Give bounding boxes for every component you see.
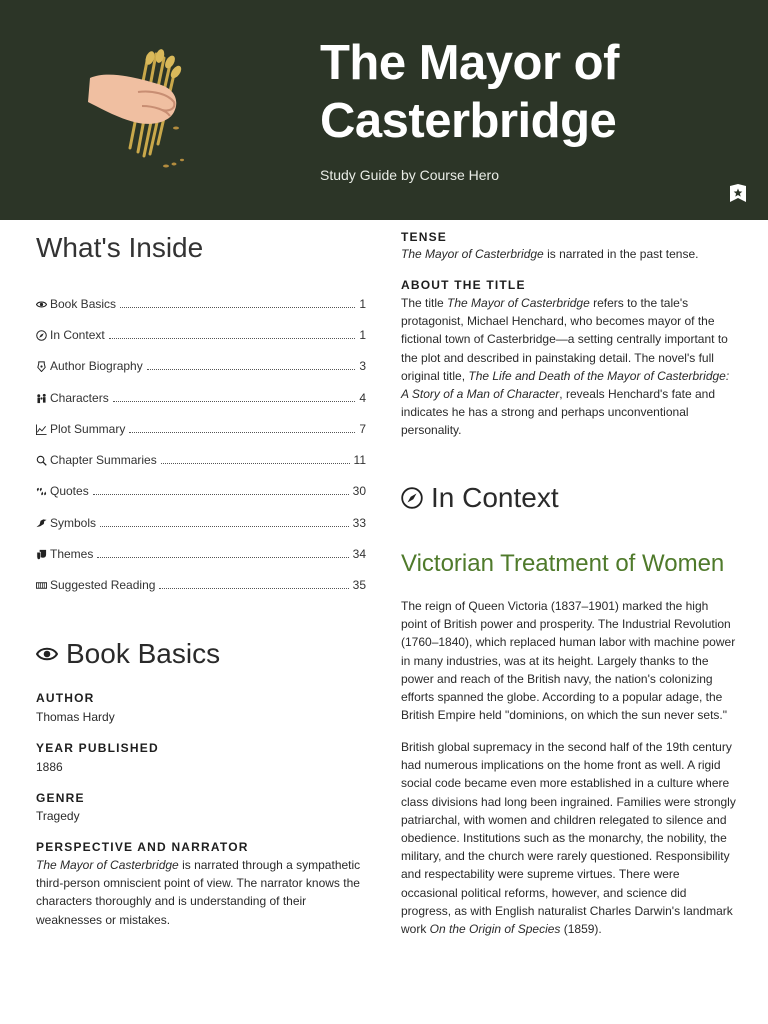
toc-label: Author Biography	[50, 359, 143, 373]
toc-label: Characters	[50, 391, 109, 405]
toc-label: Chapter Summaries	[50, 453, 157, 467]
bird-icon	[36, 517, 49, 530]
year-published-value: 1886	[36, 760, 63, 774]
author-label: AUTHOR	[36, 691, 95, 705]
perspective-book-title: The Mayor of Casterbridge	[36, 858, 179, 872]
toc-item-in-context[interactable]	[36, 325, 366, 345]
tense-book-title: The Mayor of Casterbridge	[401, 247, 544, 261]
about-book-title: The Mayor of Casterbridge	[447, 296, 590, 310]
in-context-heading	[401, 482, 559, 514]
toc-leader	[159, 588, 348, 589]
toc-label: Plot Summary	[50, 422, 126, 436]
line-chart-icon	[36, 423, 49, 436]
toc-item-themes[interactable]	[36, 544, 366, 564]
toc-leader	[100, 526, 349, 527]
in-context-paragraph-1: The reign of Queen Victoria (1837–1901) marked the high point of British power and prosperity. The Industrial Revolution (1760–1840), which replaced human labor with machine power in many industries, was at its height. Largely thanks to the power and reach of the British navy, the nation's colonizing efforts spanned the globe. According to a popular adage, the British Empire held "dominions, on which the sun never sets."	[401, 599, 736, 723]
in-context-paragraph-2	[401, 738, 737, 938]
compass-icon	[401, 487, 423, 509]
about-text-b: refers to the tale's protagonist, Michael Henchard, who becomes mayor of the fictional town of Casterbridge—a setting centrally important to the plot and described in painstaking detail. The novel's full original title,	[401, 296, 728, 383]
toc-page-number: 11	[353, 453, 366, 467]
toc-leader	[93, 494, 349, 495]
in-context-heading-text: In Context	[431, 482, 559, 513]
about-text-c: , reveals Henchard's fate and indicates he has a strong and perhaps unconventional personality.	[401, 387, 716, 438]
toc-item-plot-summary[interactable]	[36, 419, 366, 439]
quote-icon	[36, 485, 49, 498]
toc-leader	[129, 432, 355, 433]
toc-leader	[120, 307, 355, 308]
toc-label: Suggested Reading	[50, 578, 156, 592]
compass-icon	[36, 329, 49, 342]
toc-item-suggested-reading[interactable]	[36, 575, 366, 595]
toc-leader	[97, 557, 348, 558]
toc-label: Quotes	[50, 484, 89, 498]
author-value: Thomas Hardy	[36, 710, 115, 724]
toc-leader	[113, 401, 356, 402]
toc-leader	[147, 369, 356, 370]
toc-item-quotes[interactable]	[36, 481, 366, 501]
hand-holding-wheat-illustration	[78, 48, 208, 178]
toc-page-number: 33	[352, 516, 366, 530]
toc-leader	[161, 463, 350, 464]
tense-text	[401, 245, 737, 263]
toc-label: Symbols	[50, 516, 97, 530]
study-guide-subtitle: Study Guide by Course Hero	[320, 167, 499, 183]
toc-label: In Context	[50, 328, 105, 342]
toc-page-number: 34	[352, 547, 366, 561]
toc-item-chapter-summaries[interactable]	[36, 450, 366, 470]
para2-text-b: (1859).	[560, 922, 602, 937]
about-full-title: The Life and Death of the Mayor of Casterbridge: A Story of a Man of Character	[401, 368, 730, 402]
toc-item-characters[interactable]	[36, 388, 366, 408]
book-title: The Mayor of Casterbridge	[320, 36, 619, 148]
perspective-body: is narrated through a sympathetic third-person omniscient point of view. The narrator knows the characters thoroughly and is understanding of their weaknesses or mistakes.	[36, 858, 361, 927]
tense-label: TENSE	[401, 230, 448, 244]
year-published-label: YEAR PUBLISHED	[36, 741, 159, 755]
toc-leader	[109, 338, 356, 339]
eye-icon	[36, 298, 49, 311]
perspective-label: PERSPECTIVE AND NARRATOR	[36, 840, 249, 854]
about-text-a: The title	[401, 296, 448, 310]
toc-label: Themes	[50, 547, 94, 561]
people-icon	[36, 392, 49, 405]
toc-label: Book Basics	[50, 297, 117, 311]
cover-header	[0, 0, 768, 220]
toc-heading: What's Inside	[36, 232, 204, 263]
origin-of-species-title: On the Origin of Species	[429, 922, 561, 937]
toc-page-number: 1	[359, 297, 366, 311]
eye-icon	[36, 646, 58, 662]
pen-nib-icon	[36, 360, 49, 373]
about-title-label: ABOUT THE TITLE	[401, 278, 526, 292]
magnifier-icon	[36, 454, 49, 467]
books-icon	[36, 579, 49, 592]
toc-page-number: 30	[352, 484, 366, 498]
toc-item-author-biography[interactable]	[36, 356, 366, 376]
about-title-text	[401, 294, 737, 440]
genre-label: GENRE	[36, 791, 85, 805]
para2-text-a: British global supremacy in the second half of the 19th century had numerous implications on the home front as well. A rigid social code became even more established in a culture where class divisions had long been ingrained. Families were strongly patriarchal, with women and children relegated to silence and obedience. Institutions such as the monarchy, the nobility, the military, and the church were rarely questioned. Responsibility and respectability were supreme virtues. There were occasional political reforms, however, and science did progress, as with English naturalist Charles Darwin's landmark work	[401, 740, 736, 937]
genre-value: Tragedy	[36, 809, 80, 823]
toc-page-number: 7	[359, 422, 366, 436]
course-hero-logo-icon	[728, 183, 748, 203]
victorian-women-subheading: Victorian Treatment of Women	[401, 550, 725, 577]
toc-page-number: 35	[352, 578, 366, 592]
perspective-text	[36, 856, 366, 929]
toc-page-number: 4	[359, 391, 366, 405]
toc-item-book-basics[interactable]	[36, 294, 366, 314]
toc-page-number: 3	[359, 359, 366, 373]
masks-icon	[36, 548, 49, 561]
book-basics-heading	[36, 638, 220, 670]
toc-page-number: 1	[359, 328, 366, 342]
book-basics-heading-text: Book Basics	[66, 638, 221, 669]
tense-body: is narrated in the past tense.	[543, 247, 699, 261]
toc-item-symbols[interactable]	[36, 513, 366, 533]
